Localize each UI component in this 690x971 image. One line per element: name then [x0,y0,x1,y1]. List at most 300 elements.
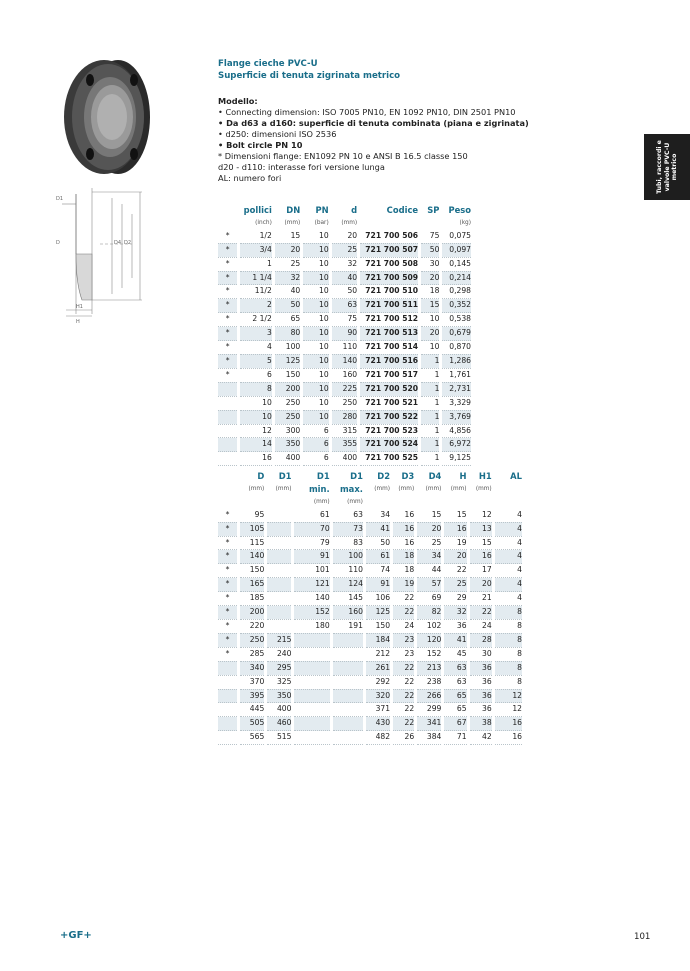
table-cell: 32 [332,257,357,271]
table-cell: 200 [275,382,300,396]
table-cell: 430 [366,717,390,731]
table-cell: 1 [421,410,439,424]
technical-drawing [52,184,148,324]
table-cell: 12 [495,703,522,717]
table-cell: 3 [240,327,271,341]
table-cell: 50 [366,536,390,550]
table-cell: 10 [240,396,271,410]
table-cell [333,675,363,689]
col-unit: (mm) [313,499,330,506]
dim-label-d: D [56,240,60,246]
table-cell: 325 [267,675,291,689]
table-cell: 4 [495,578,522,592]
table-cell: 63 [333,509,363,522]
table-cell: 505 [240,717,264,731]
table-cell: 16 [240,452,271,466]
table-row [218,661,522,675]
table-cell: 0,298 [442,285,471,299]
note-marker [218,410,237,424]
col-subheader: max. [339,483,363,494]
table-row [218,578,522,592]
note-marker: * [218,564,237,578]
table-cell: 105 [240,522,264,536]
table-cell: 280 [332,410,357,424]
table-cell: 721 700 521 [360,396,418,410]
col-unit: (mm) [341,219,358,226]
table-cell: 3,769 [442,410,471,424]
table-cell: 1,761 [442,368,471,382]
table-cell [333,731,363,745]
table-cell: 20 [421,271,439,285]
table-cell: 15 [470,536,492,550]
table-cell: 213 [417,661,441,675]
table-cell [294,717,329,731]
table-cell: 721 700 510 [360,285,418,299]
col-header: D1 [316,471,330,481]
table-cell: 22 [393,717,414,731]
table-cell: 10 [303,410,328,424]
note-marker: * [218,285,237,299]
table-cell: 124 [333,578,363,592]
model-description [218,96,529,184]
table-cell: 400 [267,703,291,717]
note-marker: * [218,619,237,633]
table-cell: 1 [421,438,439,452]
table-cell: 61 [294,509,329,522]
page-number: 101 [634,932,651,942]
table-cell: 90 [332,327,357,341]
table-cell: 69 [417,592,441,606]
table-cell: 11/2 [240,285,271,299]
table-cell: 12 [470,509,492,522]
table-cell [267,536,291,550]
table-cell: 91 [366,578,390,592]
table-cell: 10 [303,341,328,355]
table-cell: 565 [240,731,264,745]
note-marker: * [218,327,237,341]
table-cell: 75 [421,230,439,243]
table-row [218,396,471,410]
table-cell: 0,075 [442,230,471,243]
table-cell: 721 700 511 [360,299,418,313]
table-cell: 120 [417,633,441,647]
table-cell: 721 700 523 [360,424,418,438]
table-cell: 1 [421,368,439,382]
note-marker: * [218,368,237,382]
note-marker: * [218,243,237,257]
table-row [218,410,471,424]
table-cell: 8 [495,633,522,647]
table-cell: 10 [303,327,328,341]
col-header: D4 [428,471,442,481]
table-cell: 25 [332,243,357,257]
table-row [218,606,522,620]
table-cell: 180 [294,619,329,633]
table-row [218,313,471,327]
table-cell: 50 [332,285,357,299]
table-cell: 10 [303,299,328,313]
table-cell: 21 [470,592,492,606]
table-row [218,633,522,647]
table-cell: 74 [366,564,390,578]
table-row [218,271,471,285]
table-cell: 32 [444,606,466,620]
table-cell: 57 [417,578,441,592]
table-cell: 261 [366,661,390,675]
table-cell: 20 [417,522,441,536]
table-cell: 36 [470,661,492,675]
table-cell: 200 [240,606,264,620]
col-header: H [459,471,467,481]
table-units-row [218,496,522,509]
table-cell: 71 [444,731,466,745]
table-cell: 45 [444,647,466,661]
table-cell: 220 [240,619,264,633]
col-header: H1 [478,471,492,481]
table-cell: 63 [444,661,466,675]
table-cell: 721 700 508 [360,257,418,271]
note-marker: * [218,536,237,550]
title-line-2: Superficie di tenuta zigrinata metrico [218,71,401,81]
table-cell [333,647,363,661]
table-cell: 17 [470,564,492,578]
section-side-tab: Tubi, raccordi e valvole PVC-U metrico [644,134,690,200]
table-cell: 15 [275,230,300,243]
table-cell: 515 [267,731,291,745]
col-unit: (mm) [374,485,391,492]
table-cell: 10 [303,271,328,285]
table-cell: 6 [303,424,328,438]
table-cell: 400 [275,452,300,466]
table-cell: 370 [240,675,264,689]
table-cell [294,661,329,675]
dim-label-h: H [76,319,80,324]
table-cell: 10 [303,368,328,382]
table-cell: 18 [393,564,414,578]
table-cell: 165 [240,578,264,592]
table-cell: 238 [417,675,441,689]
table-cell: 0,145 [442,257,471,271]
table-cell: 240 [267,647,291,661]
table-cell: 101 [294,564,329,578]
table-cell: 300 [275,424,300,438]
table-header-row [218,204,471,217]
table-cell: 41 [366,522,390,536]
table-row [218,592,522,606]
table-cell: 10 [303,354,328,368]
col-unit: (mm) [450,485,467,492]
table-cell: 16 [393,536,414,550]
col-unit: (mm) [248,485,265,492]
table-cell: 721 700 512 [360,313,418,327]
table-units-row [218,217,471,230]
table-cell: 24 [470,619,492,633]
table-cell: 3/4 [240,243,271,257]
table-row [218,522,522,536]
table-row [218,647,522,661]
table-cell: 80 [275,327,300,341]
table-cell: 212 [366,647,390,661]
table-cell: 4 [495,536,522,550]
table-row [218,452,471,466]
table-cell: 445 [240,703,264,717]
table-cell: 152 [417,647,441,661]
table-cell: 0,352 [442,299,471,313]
table-cell: 721 700 507 [360,243,418,257]
table-row [218,509,522,522]
note-marker: * [218,341,237,355]
note-marker [218,703,237,717]
col-unit: (mm) [475,485,492,492]
table-cell: 721 700 520 [360,382,418,396]
table-cell: 320 [366,689,390,703]
note-marker: * [218,647,237,661]
table-cell [267,550,291,564]
table-cell: 19 [393,578,414,592]
table-cell: 184 [366,633,390,647]
table-cell: 250 [275,410,300,424]
table-cell: 1,286 [442,354,471,368]
table-cell: 20 [470,578,492,592]
table-cell: 266 [417,689,441,703]
table-cell: 292 [366,675,390,689]
table-cell: 10 [303,230,328,243]
table-cell [333,703,363,717]
table-cell: 13 [470,522,492,536]
table-cell [333,633,363,647]
table-cell: 225 [332,382,357,396]
table-cell: 22 [393,661,414,675]
table-cell: 315 [332,424,357,438]
note-line: * Dimensioni flange: EN1092 PN 10 e ANSI B 16.5 classe 150 [218,151,468,161]
table-cell: 40 [275,285,300,299]
table-cell: 25 [417,536,441,550]
table-cell: 2 1/2 [240,313,271,327]
col-unit: (inch) [255,220,272,227]
table-cell: 9,125 [442,452,471,466]
dim-label-d4: D4 [114,240,122,246]
table-cell: 6,972 [442,438,471,452]
table-header-row [218,470,522,483]
table-cell: 0,538 [442,313,471,327]
table-cell: 102 [417,619,441,633]
table-units-row [218,483,522,496]
table-row [218,731,522,745]
table-cell [267,592,291,606]
table-cell: 350 [267,689,291,703]
table-cell: 110 [332,341,357,355]
title-line-1: Flange cieche PVC-U [218,59,318,69]
table-cell: 36 [470,675,492,689]
table-cell: 28 [470,633,492,647]
product-codes-table [218,204,471,466]
table-cell: 1 [421,452,439,466]
table-cell: 4 [495,522,522,536]
dim-label-d1: D1 [56,196,64,202]
table-cell: 140 [294,592,329,606]
note-marker [218,452,237,466]
table-cell: 0,097 [442,243,471,257]
table-cell: 42 [470,731,492,745]
table-cell: 22 [393,606,414,620]
table-cell: 65 [275,313,300,327]
table-cell: 34 [417,550,441,564]
note-marker: * [218,354,237,368]
table-cell [333,717,363,731]
table-cell: 38 [470,717,492,731]
table-cell: 79 [294,536,329,550]
table-row [218,550,522,564]
table-cell: 16 [495,717,522,731]
table-cell: 22 [470,606,492,620]
table-cell: 24 [393,619,414,633]
table-cell [267,619,291,633]
table-cell: 26 [393,731,414,745]
col-unit: (mm) [275,485,292,492]
table-cell: 340 [240,661,264,675]
table-cell: 721 700 509 [360,271,418,285]
table-cell: 355 [332,438,357,452]
table-cell [333,661,363,675]
note-marker: * [218,550,237,564]
table-cell: 83 [333,536,363,550]
col-header: D1 [350,471,363,481]
table-row [218,675,522,689]
col-header: DN [286,205,301,215]
table-cell: 115 [240,536,264,550]
dim-label-h1: H1 [76,304,83,310]
table-cell [294,731,329,745]
table-cell: 160 [332,368,357,382]
table-row [218,689,522,703]
col-unit: (kg) [459,219,471,226]
table-cell: 23 [393,647,414,661]
table-cell: 150 [240,564,264,578]
table-cell: 1 [421,424,439,438]
col-subheader: min. [308,483,330,494]
table-cell: 16 [444,522,466,536]
table-cell [294,703,329,717]
table-cell: 100 [333,550,363,564]
table-cell: 0,679 [442,327,471,341]
note-marker: * [218,633,237,647]
table-cell: 61 [366,550,390,564]
table-cell: 10 [303,243,328,257]
table-cell [294,675,329,689]
table-cell: 721 700 524 [360,438,418,452]
table-cell: 100 [275,341,300,355]
table-cell: 65 [444,689,466,703]
table-cell [333,689,363,703]
table-cell: 0,214 [442,271,471,285]
table-cell: 18 [393,550,414,564]
col-header: D1 [278,471,292,481]
table-cell: 30 [470,647,492,661]
table-cell: 50 [275,299,300,313]
table-cell: 36 [470,689,492,703]
table-cell: 8 [495,606,522,620]
note-marker [218,717,237,731]
table-cell: 299 [417,703,441,717]
flange-photo [60,58,152,176]
table-row [218,703,522,717]
table-cell: 22 [393,592,414,606]
table-cell: 121 [294,578,329,592]
table-cell: 15 [417,509,441,522]
table-cell: 10 [303,382,328,396]
table-cell: 395 [240,689,264,703]
table-cell: 350 [275,438,300,452]
table-cell: 18 [421,285,439,299]
table-cell: 8 [495,619,522,633]
table-cell: 4 [495,509,522,522]
col-unit: (mm) [347,498,363,505]
table-cell: 10 [303,313,328,327]
table-cell: 341 [417,717,441,731]
table-cell: 160 [333,606,363,620]
table-cell: 250 [240,633,264,647]
table-cell: 20 [444,550,466,564]
table-cell: 70 [294,522,329,536]
table-cell: 63 [444,675,466,689]
table-cell: 1 [240,257,271,271]
table-cell: 191 [333,619,363,633]
table-row [218,341,471,355]
table-cell: 22 [444,564,466,578]
note-marker: * [218,271,237,285]
table-cell: 150 [275,368,300,382]
table-cell: 20 [421,327,439,341]
table-cell: 16 [393,522,414,536]
table-row [218,285,471,299]
table-cell [267,509,291,522]
table-cell: 721 700 516 [360,354,418,368]
table-cell: 4,856 [442,424,471,438]
table-cell: 10 [240,410,271,424]
note-marker: * [218,592,237,606]
note-marker: * [218,509,237,522]
col-header: PN [315,205,329,215]
table-row [218,230,471,243]
note-marker: * [218,522,237,536]
table-cell: 10 [303,396,328,410]
table-cell: 16 [470,550,492,564]
table-cell: 10 [421,313,439,327]
table-cell: 1 [421,396,439,410]
col-unit: (bar) [314,219,329,226]
note-marker: * [218,313,237,327]
col-header: d [351,205,358,215]
table-row [218,299,471,313]
table-cell: 185 [240,592,264,606]
table-cell: 215 [267,633,291,647]
note-marker: * [218,606,237,620]
table-cell: 721 700 517 [360,368,418,382]
note-marker [218,396,237,410]
table-cell: 41 [444,633,466,647]
note-marker: * [218,230,237,243]
note-marker: * [218,578,237,592]
table-cell: 371 [366,703,390,717]
table-cell: 44 [417,564,441,578]
table-row [218,717,522,731]
table-cell: 50 [421,243,439,257]
table-cell: 8 [240,382,271,396]
table-cell: 721 700 522 [360,410,418,424]
table-row [218,368,471,382]
table-cell: 10 [303,285,328,299]
table-cell [267,522,291,536]
